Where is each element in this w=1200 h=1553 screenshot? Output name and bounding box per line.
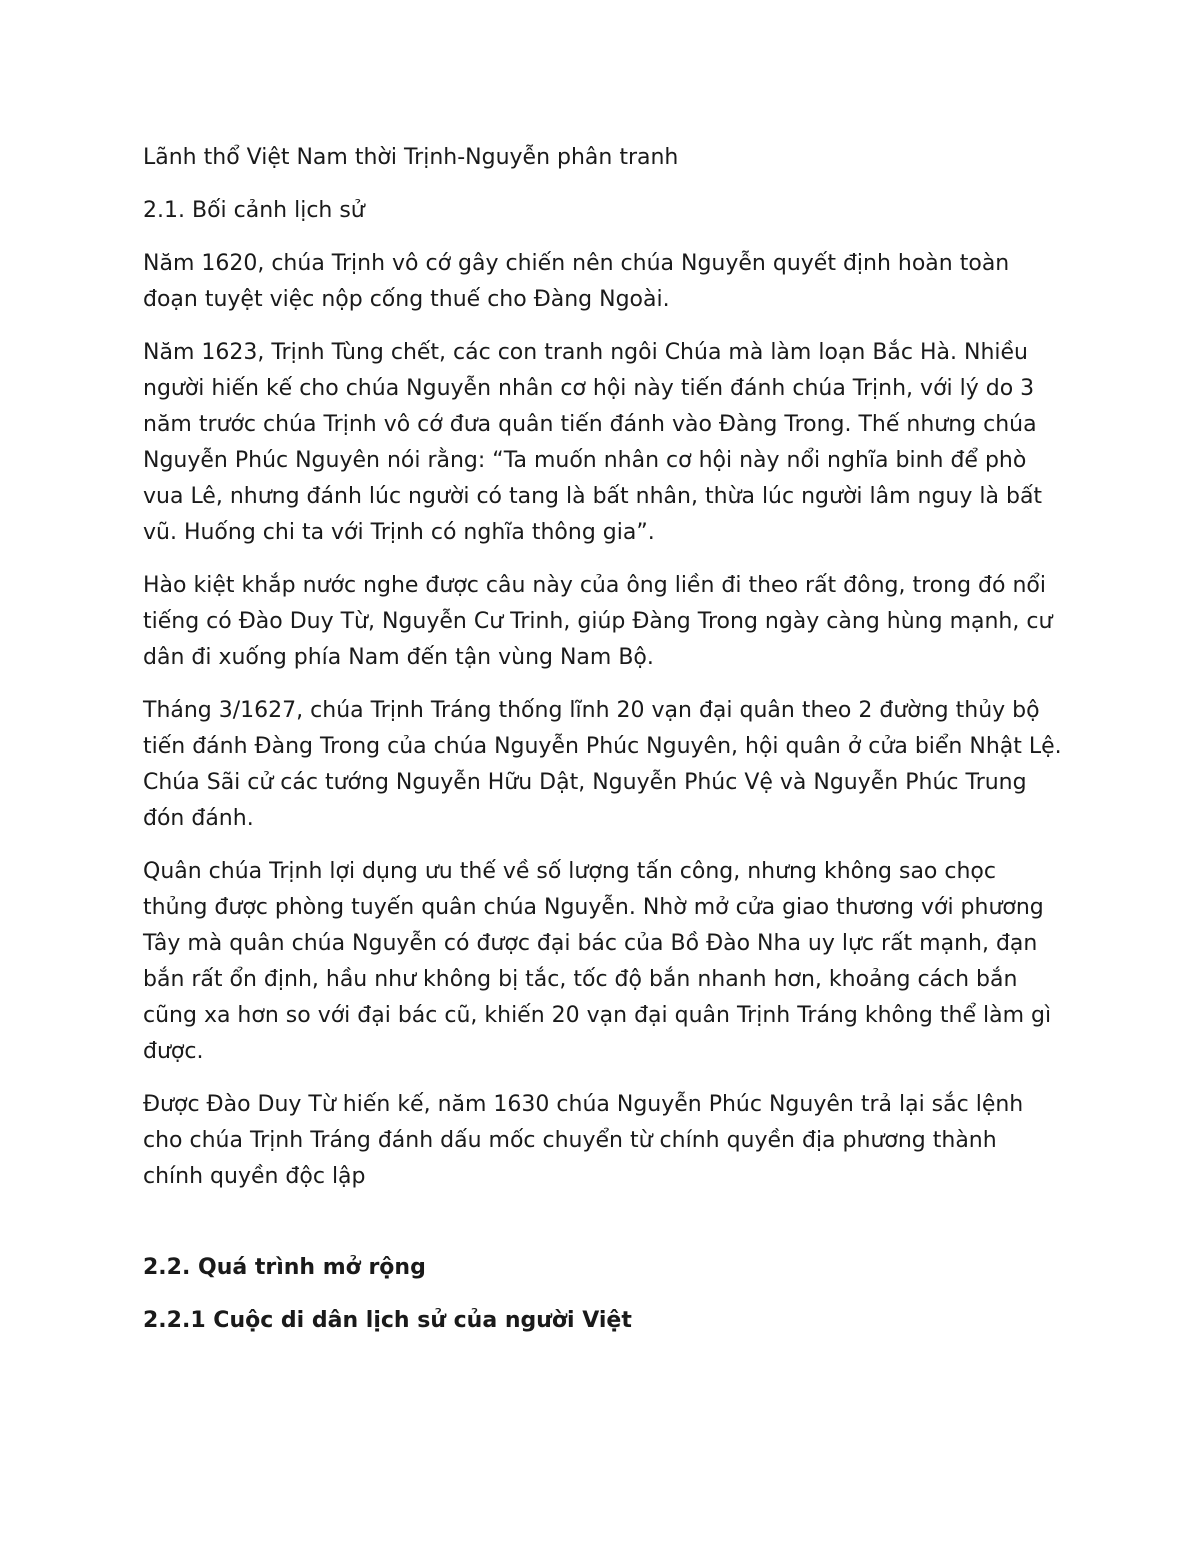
document-title: Lãnh thổ Việt Nam thời Trịnh-Nguyễn phân tranh xyxy=(143,145,679,170)
paragraph: Quân chúa Trịnh lợi dụng ưu thế về số lượng tấn công, nhưng không sao chọc thủng được phòng tuyến quân chúa Nguyễn. Nhờ mở cửa giao thương với phương Tây mà quân chúa Nguyễn có được đại bác của Bồ Đào Nha uy lực rất mạnh, đạn bắn rất ổn định, hầu như không bị tắc, tốc độ bắn nhanh hơn, khoảng cách bắn cũng xa hơn so với đại bác cũ, khiến 20 vạn đại quân Trịnh Tráng không thể làm gì được. xyxy=(143,859,1052,1064)
document-body xyxy=(143,140,1063,1356)
paragraph: Tháng 3/1627, chúa Trịnh Tráng thống lĩnh 20 vạn đại quân theo 2 đường thủy bộ tiến đánh Đàng Trong của chúa Nguyễn Phúc Nguyên, hội quân ở cửa biển Nhật Lệ. Chúa Sãi cử các tướng Nguyễn Hữu Dật, Nguyễn Phúc Vệ và Nguyễn Phúc Trung đón đánh. xyxy=(143,698,1062,831)
section-heading-2-1: 2.1. Bối cảnh lịch sử xyxy=(143,198,365,223)
section-heading-2-2-1: 2.2.1 Cuộc di dân lịch sử của người Việt xyxy=(143,1308,632,1333)
paragraph: Năm 1620, chúa Trịnh vô cớ gây chiến nên chúa Nguyễn quyết định hoàn toàn đoạn tuyệt việc nộp cống thuế cho Đàng Ngoài. xyxy=(143,251,1010,312)
paragraph: Năm 1623, Trịnh Tùng chết, các con tranh ngôi Chúa mà làm loạn Bắc Hà. Nhiều người hiến kế cho chúa Nguyễn nhân cơ hội này tiến đánh chúa Trịnh, với lý do 3 năm trước chúa Trịnh vô cớ đưa quân tiến đánh vào Đàng Trong. Thế nhưng chúa Nguyễn Phúc Nguyên nói rằng: “Ta muốn nhân cơ hội này nổi nghĩa binh để phò vua Lê, nhưng đánh lúc người có tang là bất nhân, thừa lúc người lâm nguy là bất vũ. Huống chi ta với Trịnh có nghĩa thông gia”. xyxy=(143,340,1043,545)
paragraph: Hào kiệt khắp nước nghe được câu này của ông liền đi theo rất đông, trong đó nổi tiếng có Đào Duy Từ, Nguyễn Cư Trinh, giúp Đàng Trong ngày càng hùng mạnh, cư dân đi xuống phía Nam đến tận vùng Nam Bộ. xyxy=(143,573,1053,670)
paragraph: Được Đào Duy Từ hiến kế, năm 1630 chúa Nguyễn Phúc Nguyên trả lại sắc lệnh cho chúa Trịnh Tráng đánh dấu mốc chuyển từ chính quyền địa phương thành chính quyền độc lập xyxy=(143,1092,1024,1189)
section-heading-2-2: 2.2. Quá trình mở rộng xyxy=(143,1255,426,1280)
